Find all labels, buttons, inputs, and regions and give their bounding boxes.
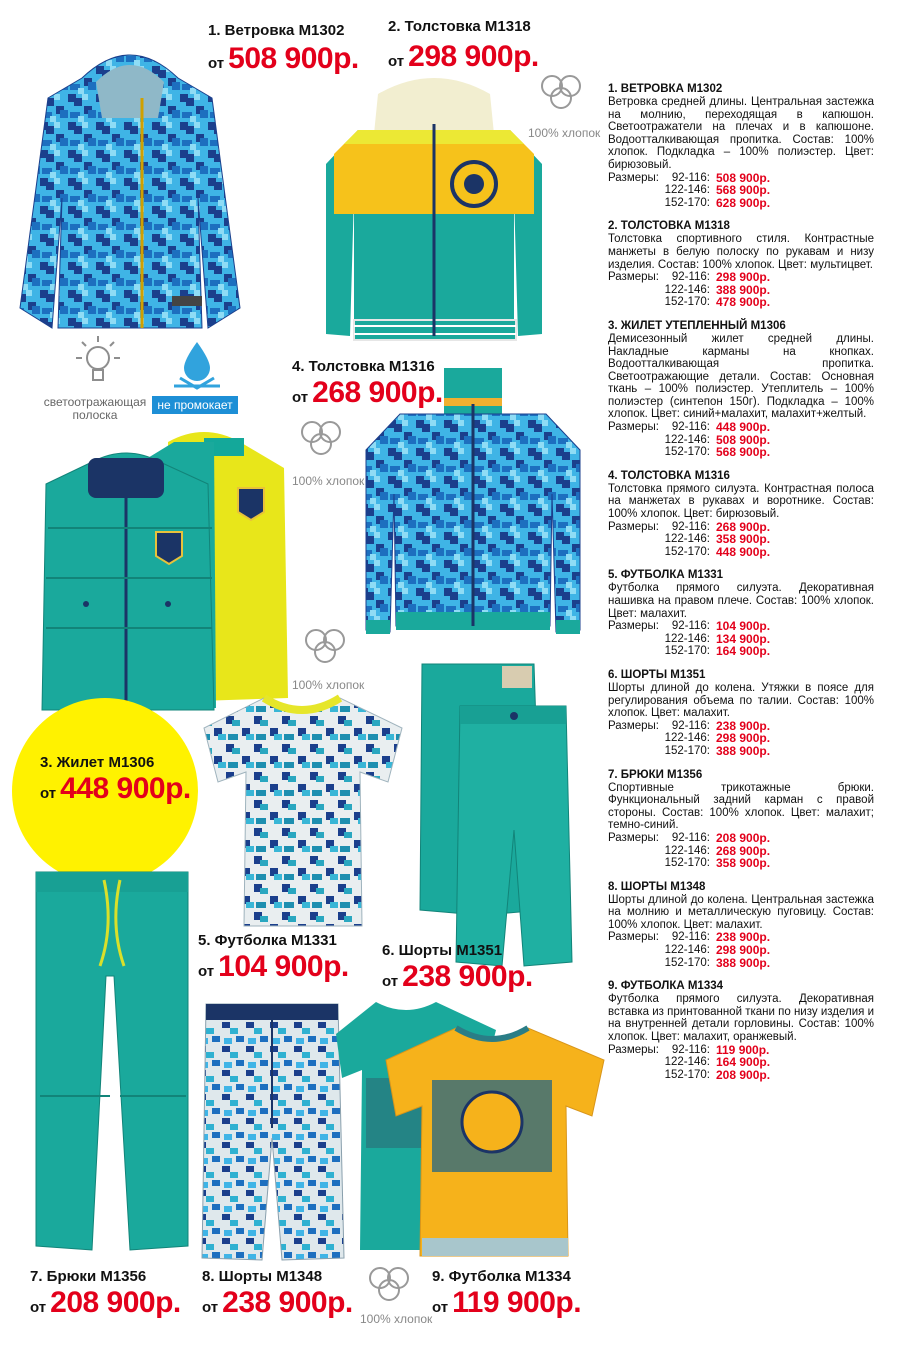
size-range: 152-170:	[664, 296, 710, 309]
size-label	[608, 645, 664, 658]
size-range: 92-116:	[671, 831, 710, 844]
size-price: 358 900р.	[716, 856, 771, 871]
size-price: 628 900р.	[716, 195, 771, 210]
waterproof-label: не промокает	[152, 396, 238, 414]
price-value: 238 900р.	[402, 960, 533, 993]
size-label: Размеры:	[608, 271, 659, 284]
size-list	[608, 421, 874, 459]
shorts-1351-image	[416, 660, 576, 968]
price-tshirt-1334	[432, 1286, 581, 1320]
size-range: 152-170:	[664, 857, 710, 870]
price-value: 238 900р.	[222, 1286, 353, 1319]
water-drop-icon	[170, 340, 224, 392]
product-text: Демисезонный жилет средней длины. Накладные карманы на кнопках. Водоотталкивающая пропитка. Светоотражающие детали. Состав: Основная ткань – 100% полиэстер. Утеплитель – 100% полиэстер (синтепон 150г). Подкладка – 100% хлопок. Цвет: синий+малахит, малахит+желтый.	[608, 332, 874, 421]
size-label	[608, 284, 664, 297]
size-label: Размеры:	[608, 421, 659, 434]
product-text: Ветровка средней длины. Центральная застежка на молнию, переходящая в капюшон. Светоотражатели на плечах и в капюшоне. Водоотталкивающая пропитка. Состав: 100% хлопок. Подкладка – 100% полиэстер. Цвет: бирюзовый.	[608, 96, 874, 171]
product-text: Толстовка спортивного стиля. Контрастные манжеты в белую полоску по рукавам и низу изделия. Состав: 100% хлопок. Цвет: мультицвет.	[608, 233, 874, 271]
size-range: 92-116:	[671, 1043, 710, 1056]
tshirt-1331-image	[198, 688, 408, 932]
size-label: Размеры:	[608, 719, 659, 732]
size-price: 104 900р.	[716, 619, 771, 634]
caption-hoodie-1316: 4. Толстовка М1316	[292, 358, 435, 375]
size-price: 508 900р.	[716, 432, 771, 447]
size-price: 358 900р.	[716, 532, 771, 547]
price-shorts-1351	[382, 960, 533, 994]
shorts-1348-image	[198, 998, 346, 1264]
size-row	[608, 857, 874, 870]
price-value: 448 900р.	[60, 772, 191, 805]
size-price: 568 900р.	[716, 183, 771, 198]
size-price: 478 900р.	[716, 295, 771, 310]
size-list	[608, 271, 874, 309]
price-prefix: от	[40, 785, 57, 802]
caption-shorts-1351: 6. Шорты М1351	[382, 942, 503, 959]
size-label	[608, 957, 664, 970]
size-row	[608, 1069, 874, 1082]
size-price: 268 900р.	[716, 843, 771, 858]
size-price: 238 900р.	[716, 718, 771, 733]
size-price: 208 900р.	[716, 830, 771, 845]
size-row	[608, 197, 874, 210]
size-label	[608, 533, 664, 546]
product-title: 4. ТОЛСТОВКА М1316	[608, 469, 730, 482]
product-description	[608, 469, 874, 559]
pants-1356-image	[30, 866, 194, 1258]
size-range: 122-146:	[664, 632, 710, 645]
size-range: 92-116:	[671, 620, 710, 633]
cotton-icon	[298, 416, 344, 458]
size-label: Размеры:	[608, 171, 659, 184]
product-description	[608, 668, 874, 758]
caption-windbreaker: 1. Ветровка М1302	[208, 22, 345, 39]
hoodie-1318-image	[318, 74, 550, 354]
size-range: 152-170:	[664, 545, 710, 558]
size-label	[608, 857, 664, 870]
size-price: 134 900р.	[716, 631, 771, 646]
size-row	[608, 296, 874, 309]
size-price: 298 900р.	[716, 270, 771, 285]
product-text: Толстовка прямого силуэта. Контрастная полоса на манжетах в рукавах и воротнике. Состав: 100% хлопок. Цвет: бирюзовый.	[608, 482, 874, 521]
price-prefix: от	[382, 973, 399, 990]
size-row	[608, 271, 874, 284]
size-row	[608, 832, 874, 845]
size-list	[608, 521, 874, 559]
product-text: Спортивные трикотажные брюки. Функциональный задний карман с правой стороны. Состав: 100% хлопок. Цвет: малахит; темно-синий.	[608, 781, 874, 832]
size-label	[608, 197, 664, 210]
price-vest	[40, 772, 191, 806]
hoodie-1316-image	[360, 364, 586, 640]
product-title: 9. ФУТБОЛКА М1334	[608, 980, 724, 993]
vest-image	[38, 418, 294, 724]
size-label	[608, 1069, 664, 1082]
size-list	[608, 720, 874, 758]
size-price: 448 900р.	[716, 420, 771, 435]
size-price: 298 900р.	[716, 731, 771, 746]
product-descriptions	[608, 82, 874, 1091]
price-prefix: от	[208, 55, 225, 72]
product-description	[608, 568, 874, 658]
size-row	[608, 546, 874, 559]
size-row	[608, 446, 874, 459]
price-prefix: от	[202, 1299, 219, 1316]
size-price: 119 900р.	[716, 1042, 770, 1057]
size-label	[608, 546, 664, 559]
lightbulb-icon	[68, 334, 128, 388]
price-value: 104 900р.	[218, 950, 349, 983]
caption-tshirt-1331: 5. Футболка М1331	[198, 932, 337, 949]
size-price: 448 900р.	[716, 544, 771, 559]
size-range: 152-170:	[664, 744, 710, 757]
size-row	[608, 1056, 874, 1069]
price-tshirt-1331	[198, 950, 349, 984]
size-list	[608, 832, 874, 870]
size-list	[608, 931, 874, 969]
size-list	[608, 1044, 874, 1082]
cotton-label: 100% хлопок	[360, 1312, 433, 1326]
reflective-label: светоотражающая полоска	[43, 395, 147, 422]
price-value: 268 900р.	[312, 376, 443, 409]
size-range: 152-170:	[664, 1068, 710, 1081]
size-range: 152-170:	[664, 446, 710, 459]
size-row	[608, 745, 874, 758]
size-range: 122-146:	[664, 283, 710, 296]
size-label: Размеры:	[608, 620, 659, 633]
size-label	[608, 184, 664, 197]
product-text: Футболка прямого силуэта. Декоративная вставка из принтованной ткани по низу изделия и на внутренней детали горловины. Состав: 100% хлопок. Цвет: малахит, оранжевый.	[608, 993, 874, 1044]
cotton-label: 100% хлопок	[528, 126, 601, 140]
size-label: Размеры:	[608, 1043, 659, 1056]
size-range: 122-146:	[664, 433, 710, 446]
product-description	[608, 82, 874, 209]
size-price: 268 900р.	[716, 519, 771, 534]
product-title: 7. БРЮКИ М1356	[608, 768, 703, 781]
size-label	[608, 845, 664, 858]
caption-shorts-1348: 8. Шорты М1348	[202, 1268, 323, 1285]
size-range: 152-170:	[664, 956, 710, 969]
product-title: 2. ТОЛСТОВКА М1318	[608, 220, 730, 233]
size-range: 92-116:	[671, 171, 710, 184]
cotton-label: 100% хлопок	[292, 678, 365, 692]
product-description	[608, 979, 874, 1081]
product-title: 6. ШОРТЫ М1351	[608, 668, 706, 681]
size-label: Размеры:	[608, 931, 659, 944]
product-title: 1. ВЕТРОВКА М1302	[608, 83, 723, 95]
size-range: 122-146:	[664, 732, 710, 745]
size-row	[608, 645, 874, 658]
size-label	[608, 1056, 664, 1069]
size-label	[608, 944, 664, 957]
windbreaker-image	[12, 38, 248, 330]
size-range: 152-170:	[664, 645, 710, 658]
caption-pants-1356: 7. Брюки М1356	[30, 1268, 147, 1285]
size-label	[608, 296, 664, 309]
size-price: 568 900р.	[716, 445, 771, 460]
price-value: 298 900р.	[408, 40, 539, 73]
size-label	[608, 434, 664, 447]
price-prefix: от	[30, 1299, 47, 1316]
size-list	[608, 172, 874, 210]
product-description	[608, 219, 874, 309]
size-price: 388 900р.	[716, 955, 771, 970]
price-shorts-1348	[202, 1286, 353, 1320]
size-label	[608, 745, 664, 758]
product-description	[608, 880, 874, 970]
size-price: 238 900р.	[716, 930, 771, 945]
price-pants-1356	[30, 1286, 181, 1320]
caption-hoodie-1318: 2. Толстовка М1318	[388, 18, 531, 35]
cotton-label: 100% хлопок	[292, 474, 365, 488]
price-value: 119 900р.	[452, 1286, 582, 1319]
size-label: Размеры:	[608, 831, 659, 844]
size-price: 388 900р.	[716, 743, 771, 758]
size-range: 92-116:	[671, 271, 710, 284]
product-description	[608, 768, 874, 870]
price-value: 508 900р.	[228, 42, 359, 75]
size-label: Размеры:	[608, 520, 659, 533]
size-row	[608, 620, 874, 633]
size-range: 92-116:	[671, 520, 710, 533]
size-range: 122-146:	[664, 184, 710, 197]
size-label	[608, 633, 664, 646]
size-range: 92-116:	[671, 719, 710, 732]
size-range: 122-146:	[664, 1056, 710, 1069]
price-value: 208 900р.	[50, 1286, 181, 1319]
size-range: 122-146:	[664, 944, 710, 957]
tshirt-1334-image	[336, 994, 612, 1266]
cotton-icon	[366, 1262, 412, 1304]
product-text: Шорты длиной до колена. Утяжки в поясе для регулирования объема по талии. Состав: 100% хлопок. Цвет: малахит.	[608, 681, 874, 720]
size-price: 208 900р.	[716, 1067, 771, 1082]
product-text: Футболка прямого силуэта. Декоративная нашивка на правом плече. Состав: 100% хлопок. Цвет: малахит.	[608, 582, 874, 620]
product-text: Шорты длиной до колена. Центральная застежка на молнию и металлическую пуговицу. Состав: 100% хлопок. Цвет: малахит.	[608, 893, 874, 931]
size-range: 92-116:	[671, 421, 710, 434]
size-list	[608, 620, 874, 658]
cotton-icon	[538, 70, 584, 112]
size-range: 92-116:	[671, 931, 710, 944]
product-title: 5. ФУТБОЛКА М1331	[608, 569, 724, 582]
size-price: 508 900р.	[716, 170, 771, 185]
price-prefix: от	[388, 53, 405, 70]
caption-tshirt-1334: 9. Футболка М1334	[432, 1268, 571, 1285]
size-row	[608, 533, 874, 546]
size-price: 388 900р.	[716, 282, 771, 297]
size-range: 122-146:	[664, 844, 710, 857]
product-title: 8. ШОРТЫ М1348	[608, 880, 706, 893]
size-row	[608, 944, 874, 957]
size-price: 298 900р.	[716, 943, 771, 958]
price-hoodie-1318	[388, 40, 539, 74]
size-price: 164 900р.	[716, 644, 771, 659]
size-label	[608, 732, 664, 745]
size-row	[608, 184, 874, 197]
price-prefix: от	[432, 1299, 449, 1316]
product-description	[608, 319, 874, 459]
size-range: 122-146:	[664, 533, 710, 546]
size-row	[608, 421, 874, 434]
size-range: 152-170:	[664, 196, 710, 209]
caption-vest: 3. Жилет М1306	[40, 754, 155, 771]
price-prefix: от	[198, 963, 215, 980]
cotton-icon	[302, 624, 348, 666]
price-prefix: от	[292, 389, 309, 406]
size-row	[608, 957, 874, 970]
size-label	[608, 446, 664, 459]
product-title: 3. ЖИЛЕТ УТЕПЛЕННЫЙ М1306	[608, 319, 786, 332]
size-price: 164 900р.	[716, 1055, 771, 1070]
